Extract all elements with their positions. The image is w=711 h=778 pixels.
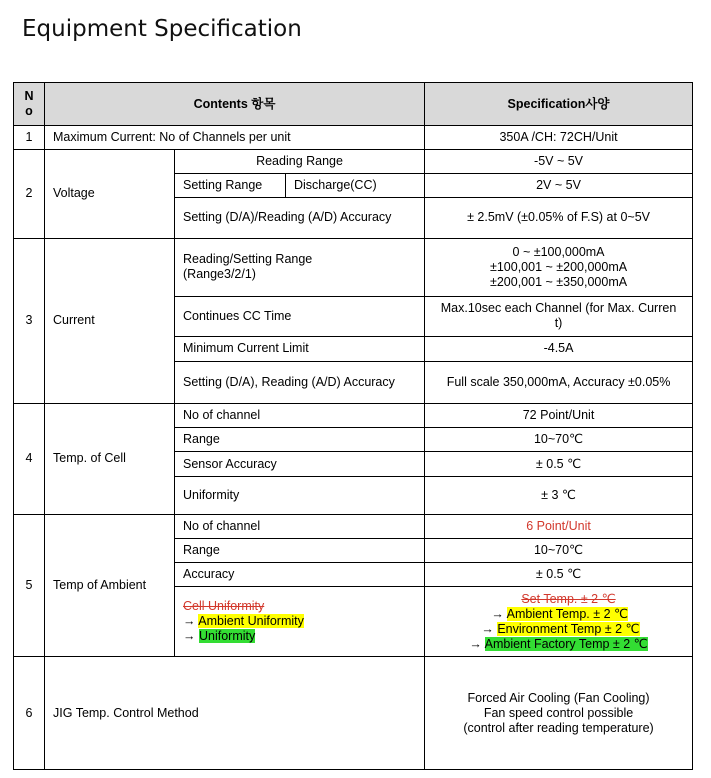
row-content: JIG Temp. Control Method [45,657,425,770]
revision-line [469,607,647,622]
row-spec: ± 0.5 ℃ [425,562,693,586]
row-subitem: Accuracy [175,562,425,586]
arrow-icon: → [469,636,482,651]
row-subitem: Minimum Current Limit [175,336,425,361]
row-subitem: No of channel [175,514,425,538]
jig-spec-line: (control after reading temperature) [463,720,654,735]
row-subitem: Uniformity [175,476,425,514]
header-specification: Specification사양 [425,83,693,126]
range-label-line: Reading/Setting Range [183,252,313,267]
row-subitem: Range [175,538,425,562]
spec-table [13,82,693,770]
row-spec [425,587,693,657]
struck-text: Cell Uniformity [183,599,265,614]
table-row [14,404,693,428]
header-no-top: N [24,89,34,103]
row-subitem: Setting Range [175,174,286,198]
row-subitem: Continues CC Time [175,296,425,336]
row-subitem: No of channel [175,404,425,428]
table-row [14,126,693,150]
arrow-icon: → [183,614,196,629]
table-row [14,150,693,174]
arrow-icon: → [183,629,196,644]
row-number: 3 [14,238,45,404]
cc-spec-line: Max.10sec each Channel (for Max. Curren [440,301,677,316]
range-spec-line: 0 ~ ±100,000mA [512,244,605,259]
header-contents: Contents 항목 [45,83,425,126]
arrow-icon: → [491,606,504,621]
row-subitem: Reading Range [175,150,425,174]
row-spec: 72 Point/Unit [425,404,693,428]
row-spec: ± 2.5mV (±0.05% of F.S) at 0~5V [425,198,693,238]
row-category: Voltage [45,150,175,238]
row-subitem: Range [175,428,425,452]
row-category: Temp of Ambient [45,514,175,657]
row-spec: ± 3 ℃ [425,476,693,514]
header-no [14,83,45,126]
spec-revision-block [469,592,647,652]
row-subitem: Sensor Accuracy [175,452,425,476]
row-subitem [175,238,425,296]
row-subitem: Setting (D/A)/Reading (A/D) Accuracy [175,198,425,238]
row-spec [425,238,693,296]
table-row [14,657,693,770]
row-spec: 350A /CH: 72CH/Unit [425,126,693,150]
revision-line [183,629,416,644]
table-row [14,514,693,538]
revision-line [469,622,647,637]
row-spec: Full scale 350,000mA, Accuracy ±0.05% [425,362,693,404]
range-spec-line: ±100,001 ~ ±200,000mA [489,259,628,274]
row-spec: ± 0.5 ℃ [425,452,693,476]
row-spec [425,296,693,336]
highlighted-text: Ambient Uniformity [198,614,304,629]
table-row [14,238,693,296]
row-category: Temp. of Cell [45,404,175,515]
range-spec-line: ±200,001 ~ ±350,000mA [489,274,628,289]
row-number: 5 [14,514,45,657]
row-spec: -5V ~ 5V [425,150,693,174]
jig-spec-line: Fan speed control possible [483,705,634,720]
row-number: 6 [14,657,45,770]
row-spec: 2V ~ 5V [425,174,693,198]
range-label-line: (Range3/2/1) [183,267,256,282]
row-subitem: Setting (D/A), Reading (A/D) Accuracy [175,362,425,404]
row-number: 1 [14,126,45,150]
row-spec: 10~70℃ [425,538,693,562]
row-subitem [175,587,425,657]
highlighted-text: Environment Temp ± 2 ℃ [497,621,640,636]
jig-spec-line: Forced Air Cooling (Fan Cooling) [467,690,650,705]
revision-line [183,614,416,629]
row-spec: 10~70℃ [425,428,693,452]
cc-spec-line: t) [554,316,563,331]
page-title: Equipment Specification [22,16,302,42]
row-number: 2 [14,150,45,238]
row-spec: -4.5A [425,336,693,361]
highlighted-text: Uniformity [198,629,256,644]
row-category: Current [45,238,175,404]
arrow-icon: → [481,621,494,636]
row-spec: 6 Point/Unit [425,514,693,538]
highlighted-text: Ambient Temp. ± 2 ℃ [506,606,629,621]
row-content: Maximum Current: No of Channels per unit [45,126,425,150]
row-number: 4 [14,404,45,515]
header-row [14,83,693,126]
row-subitem-detail: Discharge(CC) [286,174,425,198]
highlighted-text: Ambient Factory Temp ± 2 ℃ [484,636,648,651]
header-no-bottom: o [25,104,33,118]
struck-text: Set Temp. ± 2 ℃ [521,591,616,606]
revision-line [469,637,647,652]
row-spec [425,657,693,770]
